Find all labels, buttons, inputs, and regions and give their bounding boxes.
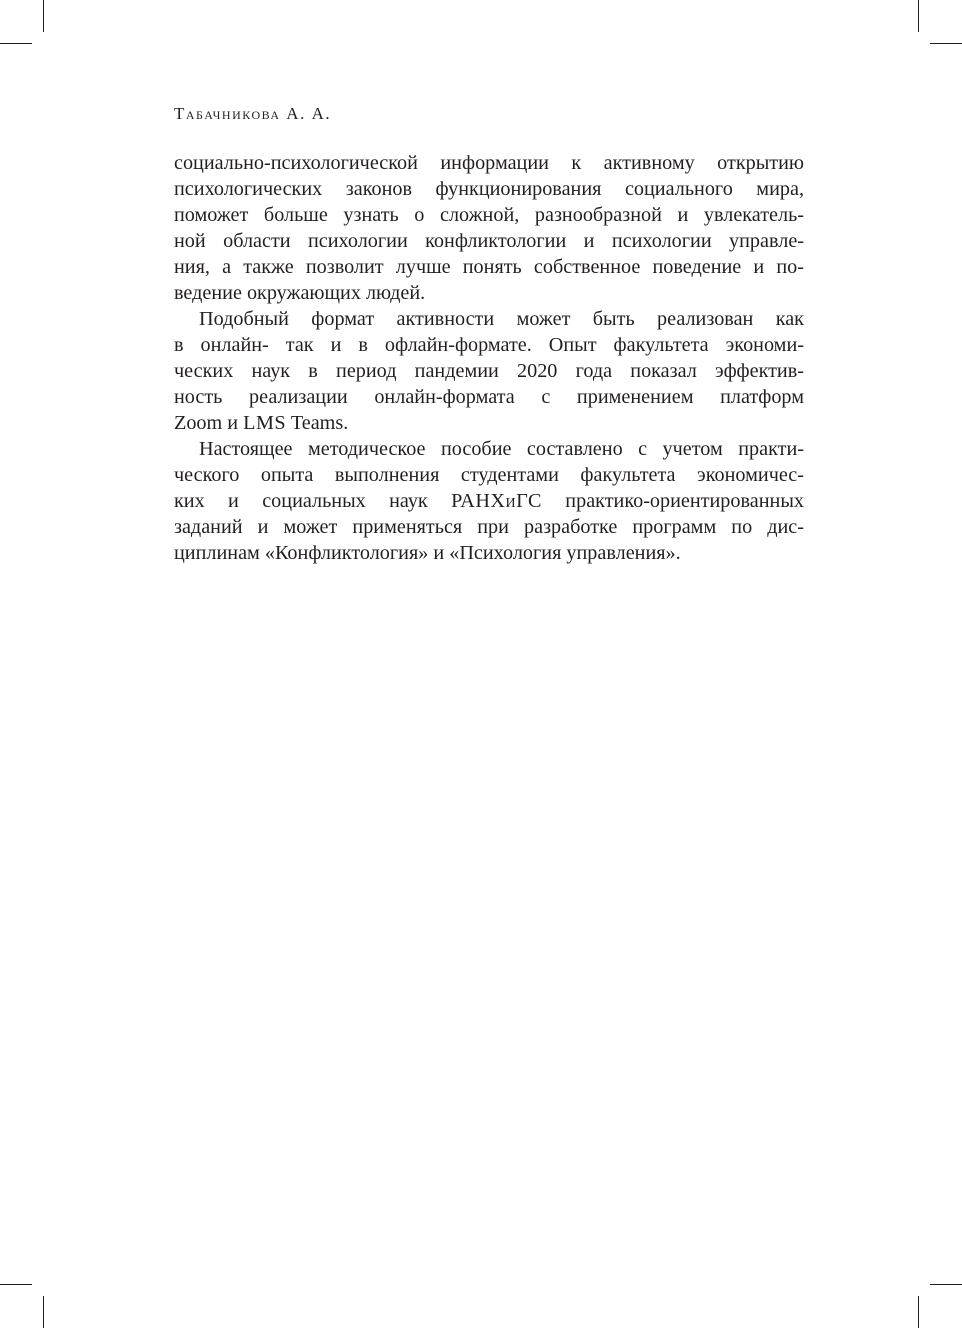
paragraph-2-line: Подобный формат активности может быть реализован как xyxy=(199,308,804,330)
paragraph-2-line: ность реализации онлайн-формата с применением платформ xyxy=(174,386,804,408)
paragraph-3-line: циплинам «Конфликтология» и «Психология управления». xyxy=(174,542,681,564)
paragraph-3-line: заданий и может применяться при разработке программ по дис- xyxy=(174,516,804,538)
crop-mark-top-left-vertical xyxy=(43,0,44,32)
paragraph-2-line: ческих наук в период пандемии 2020 года показал эффектив- xyxy=(174,360,804,382)
crop-mark-top-left-horizontal xyxy=(0,43,32,44)
paragraph-3-line: Настоящее методическое пособие составлено с учетом практи- xyxy=(199,438,804,460)
paragraph-3-line xyxy=(174,488,804,514)
crop-mark-bottom-left-horizontal xyxy=(0,1284,32,1285)
paragraph-3-line: ческого опыта выполнения студентами факультета экономичес- xyxy=(174,464,804,486)
running-head: Табачникова А. А. xyxy=(174,104,332,123)
text-run: Zoom и xyxy=(174,412,244,434)
body-text xyxy=(174,150,804,566)
abbreviation-lms: LMS xyxy=(243,412,287,434)
crop-mark-top-right-vertical xyxy=(918,0,919,32)
text-run: Teams. xyxy=(286,412,349,434)
text-run: практико-ориентированных xyxy=(541,490,804,512)
abbreviation-ranepa: РАНХиГС xyxy=(451,490,542,512)
crop-mark-bottom-right-vertical xyxy=(918,1296,919,1328)
crop-mark-bottom-right-horizontal xyxy=(930,1284,962,1285)
paragraph-1-line: поможет больше узнать о сложной, разнообразной и увлекатель- xyxy=(174,204,804,226)
paragraph-1-line: ведение окружающих людей. xyxy=(174,282,426,304)
paragraph-2-line xyxy=(174,410,804,436)
paragraph-1-line: ной области психологии конфликтологии и психологии управле- xyxy=(174,230,804,252)
paragraph-2-line: в онлайн- так и в офлайн-формате. Опыт факультета экономи- xyxy=(174,334,804,356)
text-run: ких и социальных наук xyxy=(174,490,452,512)
paragraph-1-line: ния, а также позволит лучше понять собственное поведение и по- xyxy=(174,256,804,278)
paragraph-1-line: социально-психологической информации к активному открытию xyxy=(174,152,804,174)
paragraph-1-line: психологических законов функционирования социального мира, xyxy=(174,178,804,200)
crop-mark-bottom-left-vertical xyxy=(43,1296,44,1328)
crop-mark-top-right-horizontal xyxy=(930,43,962,44)
